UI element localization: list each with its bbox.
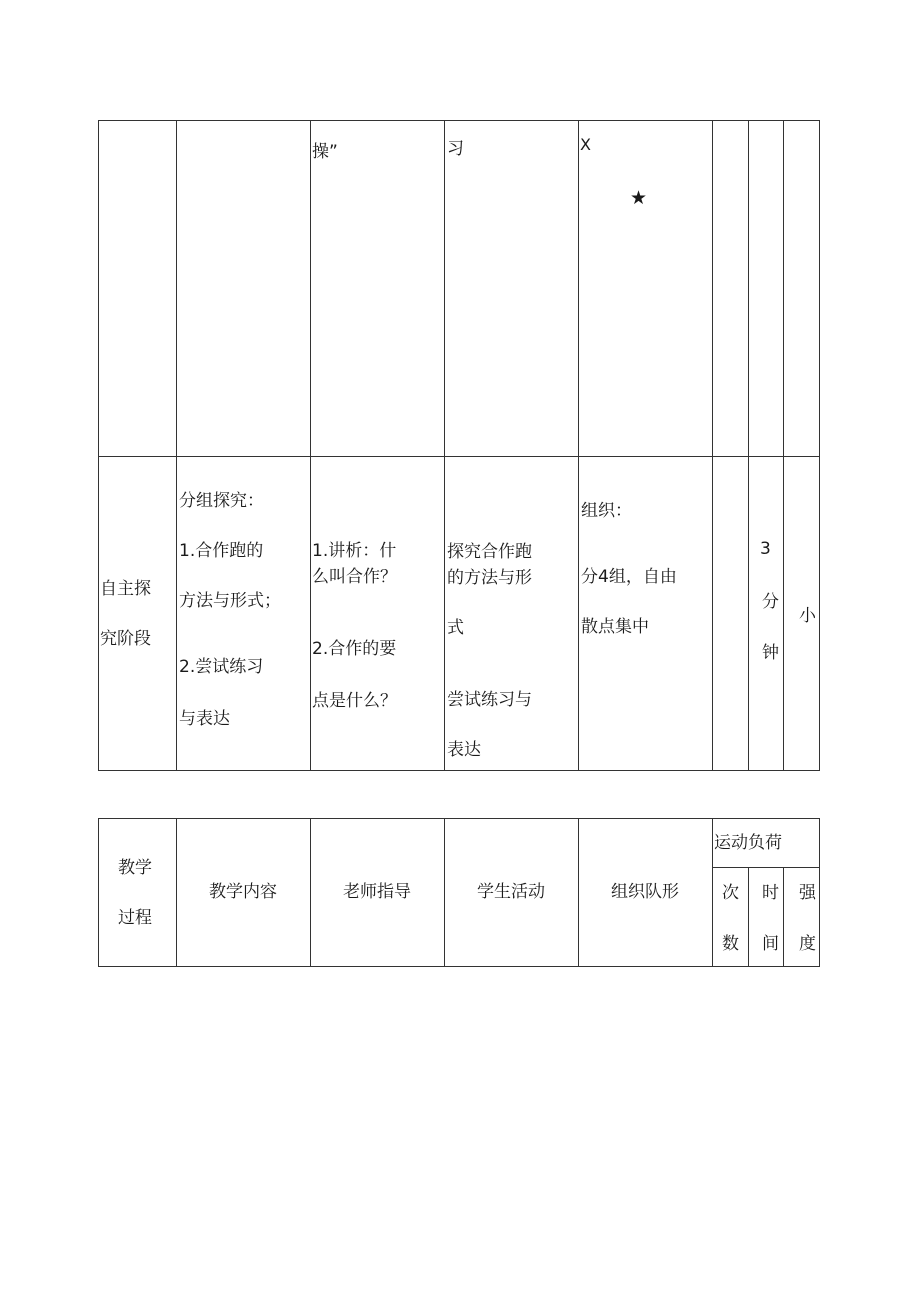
header-intensity: 强 (799, 883, 816, 903)
stage-label-line: 自主探 (100, 579, 151, 599)
header-time: 时 (762, 883, 779, 903)
time-line: 3 (760, 539, 771, 559)
table2-col-line (783, 867, 784, 967)
intensity-value: 小 (799, 606, 816, 626)
table2-col-line (712, 818, 713, 967)
header-teaching-process: 过程 (118, 908, 152, 928)
content-line: 方法与形式； (179, 591, 281, 611)
table1-col-line (712, 120, 713, 771)
table1-col-line (98, 120, 99, 771)
formation-line: 组织： (581, 501, 632, 521)
formation-line: 分4组，自由 (581, 567, 677, 587)
table1-col-line (310, 120, 311, 771)
table2-subheader-line (712, 867, 820, 868)
table2-col-line (98, 818, 99, 967)
student-activity-line: 尝试练习与 (447, 690, 532, 710)
header-count: 次 (722, 883, 739, 903)
student-activity-line: 表达 (447, 740, 481, 760)
header-exercise-load: 运动负荷 (714, 833, 782, 853)
teacher-guide-line: 么叫合作？ (312, 567, 397, 587)
teacher-guide-line: 1.讲析：什 (312, 541, 397, 561)
student-activity-line: 探究合作跑 (447, 542, 532, 562)
student-activity-line: 的方法与形 (447, 568, 532, 588)
header-student-activity: 学生活动 (477, 882, 545, 902)
formation-line: 散点集中 (581, 617, 649, 637)
table1-col-line (444, 120, 445, 771)
header-teacher-guide: 老师指导 (343, 882, 411, 902)
header-teaching-process: 教学 (118, 858, 152, 878)
row1-formation-mark: X (580, 135, 591, 154)
table1-col-line (176, 120, 177, 771)
row1-teacher-guide: 操” (312, 142, 338, 162)
time-line: 分 (762, 592, 779, 612)
time-line: 钟 (762, 643, 779, 663)
header-teaching-content: 教学内容 (209, 882, 277, 902)
content-line: 分组探究： (179, 491, 264, 511)
teacher-guide-line: 2.合作的要 (312, 639, 397, 659)
header-formation: 组织队形 (611, 882, 679, 902)
table1-col-line (748, 120, 749, 771)
row1-student-activity: 习 (447, 139, 464, 159)
table2-col-line (819, 818, 820, 967)
teacher-guide-line: 点是什么？ (312, 691, 397, 711)
content-line: 1.合作跑的 (179, 541, 264, 561)
content-line: 与表达 (179, 709, 230, 729)
content-line: 2.尝试练习 (179, 657, 264, 677)
table1-col-line (783, 120, 784, 771)
header-time: 间 (762, 934, 779, 954)
header-intensity: 度 (799, 934, 816, 954)
student-activity-line: 式 (447, 618, 464, 638)
header-count: 数 (722, 934, 739, 954)
star-icon: ★ (630, 187, 648, 209)
table1-col-line (819, 120, 820, 771)
table2-col-line (748, 867, 749, 967)
stage-label-line: 究阶段 (100, 629, 151, 649)
table1-col-line (578, 120, 579, 771)
